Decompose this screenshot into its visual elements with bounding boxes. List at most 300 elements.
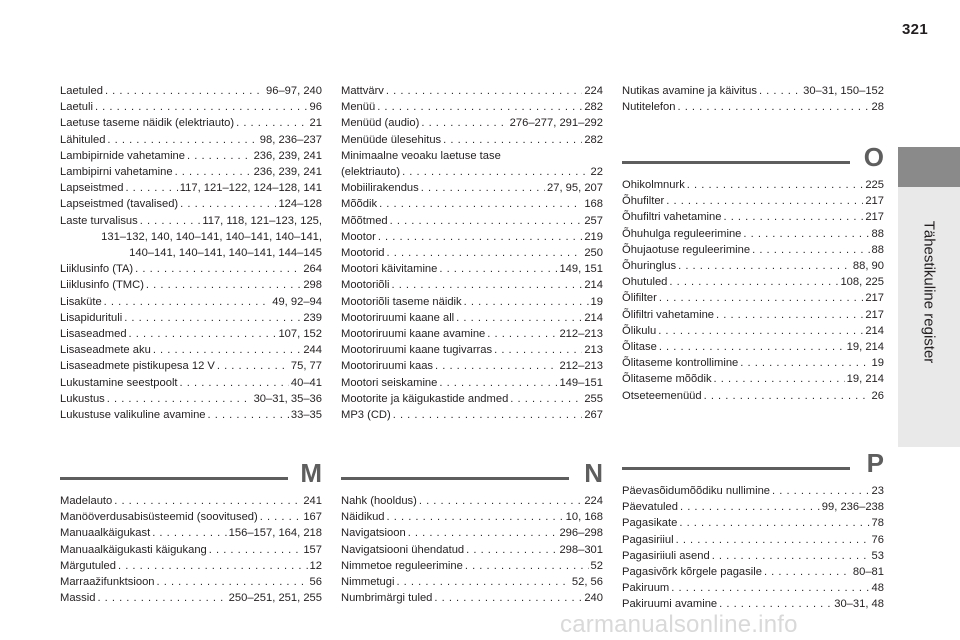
entry-pages: 167	[303, 511, 322, 524]
dot-leader	[386, 83, 582, 99]
dot-leader	[175, 164, 252, 180]
entry-term: Pagasiriiuli asend	[622, 549, 710, 562]
index-entry	[341, 83, 603, 99]
entry-pages: 19, 214	[846, 373, 884, 386]
index-entry	[60, 294, 322, 310]
entry-term: Õlifilter	[622, 292, 657, 305]
entry-pages: 28	[871, 101, 884, 114]
entry-pages: 212–213	[559, 360, 603, 373]
dot-leader	[487, 326, 557, 342]
entry-pages: 236, 239, 241	[253, 149, 322, 162]
dot-leader	[129, 326, 277, 342]
index-entry	[341, 196, 603, 212]
index-entry	[60, 493, 322, 509]
dot-leader	[135, 261, 301, 277]
dot-leader	[419, 493, 582, 509]
section-letter: N	[584, 458, 603, 488]
index-entry	[60, 326, 322, 342]
entry-term: Mootoriõli	[341, 279, 390, 292]
entry-term: Mootorid	[341, 247, 385, 260]
entry-term: Mootoriruumi kaane tugivarras	[341, 344, 493, 357]
dot-leader	[494, 342, 582, 358]
entry-term: Ohutuled	[622, 276, 668, 289]
dot-leader	[716, 307, 863, 323]
index-entry	[622, 242, 884, 258]
dot-leader	[464, 294, 589, 310]
entry-pages: 240	[584, 592, 603, 605]
index-entry	[60, 132, 322, 148]
dot-leader	[659, 339, 845, 355]
entry-term: Lisaseadmete pistikupesa 12 V	[60, 360, 215, 373]
entry-pages: 22	[590, 166, 603, 179]
letter-section-header	[622, 445, 884, 481]
entry-term: Menüüde ülesehitus	[341, 133, 442, 146]
entry-pages: 76	[871, 533, 884, 546]
entry-term: Näidikud	[341, 511, 385, 524]
index-entry	[60, 590, 322, 606]
index-entry	[341, 391, 603, 407]
entry-pages: 296–298	[559, 527, 603, 540]
entry-term: Õlikulu	[622, 324, 657, 337]
entry-pages: 282	[584, 101, 603, 114]
index-entry	[622, 274, 884, 290]
entry-term: Ohikolmnurk	[622, 179, 685, 191]
entry-term: Laetuli	[60, 101, 93, 114]
dot-leader	[678, 99, 870, 115]
entry-pages: 30–31, 48	[834, 598, 884, 611]
dot-leader	[378, 229, 583, 245]
dot-leader	[434, 590, 582, 606]
dot-leader	[714, 371, 845, 387]
dot-leader	[180, 196, 276, 212]
dot-leader	[125, 180, 177, 196]
dot-leader	[465, 558, 589, 574]
index-entry	[60, 148, 322, 164]
entry-pages: 40–41	[290, 376, 322, 389]
dot-leader	[772, 483, 870, 499]
entry-pages: 98, 236–237	[259, 133, 322, 146]
dot-leader	[435, 358, 557, 374]
entry-term: Mootoriruumi kaane all	[341, 311, 455, 324]
letter-section-header	[622, 139, 884, 175]
index-entry	[622, 483, 884, 499]
entry-pages: 78	[871, 517, 884, 530]
index-entry	[622, 258, 884, 274]
index-entry	[341, 261, 603, 277]
index-entry	[60, 558, 322, 574]
entry-pages: 12	[309, 559, 322, 572]
entry-pages: 52, 56	[571, 576, 603, 589]
entry-pages: 124–128	[278, 198, 322, 211]
index-entry	[60, 277, 322, 293]
entry-pages: 212–213	[559, 328, 603, 341]
index-entry	[341, 542, 603, 558]
dot-leader	[669, 274, 838, 290]
section-letter: M	[300, 458, 322, 488]
entry-term: Lukustamine seestpoolt	[60, 376, 178, 389]
entry-pages: 239	[303, 311, 322, 324]
entry-term: Õlitaseme kontrollimine	[622, 357, 739, 370]
index-entry-list	[341, 493, 603, 606]
entry-pages: 49, 92–94	[272, 295, 322, 308]
entry-term: Lambipirnide vahetamine	[60, 149, 186, 162]
index-entry	[341, 326, 603, 342]
index-entry	[622, 177, 884, 193]
entry-pages: 21	[309, 117, 322, 130]
entry-pages: 217	[865, 292, 884, 305]
entry-pages: 250–251, 251, 255	[228, 592, 322, 605]
dot-leader	[680, 499, 820, 515]
dot-leader	[146, 277, 301, 293]
index-entry	[622, 290, 884, 306]
index-entry	[341, 294, 603, 310]
index-entry-list	[622, 483, 884, 613]
entry-term: Õhufilter	[622, 195, 665, 208]
page-number: 321	[902, 21, 928, 38]
entry-term: Lukustus	[60, 392, 105, 405]
index-entry	[622, 371, 884, 387]
index-entry	[341, 574, 603, 590]
dot-leader	[95, 99, 308, 115]
entry-pages: 33–35	[290, 409, 322, 422]
dot-leader	[759, 83, 801, 99]
entry-term: Lambipirni vahetamine	[60, 166, 173, 179]
entry-pages: 107, 152	[278, 328, 322, 341]
entry-term: Mõõtmed	[341, 214, 388, 227]
entry-pages: 219	[584, 230, 603, 243]
entry-pages: 213	[584, 344, 603, 357]
index-entry	[60, 180, 322, 196]
entry-term: Mootori käivitamine	[341, 263, 438, 276]
index-entry	[60, 99, 322, 115]
index-entry-list	[341, 83, 603, 423]
entry-pages: 117, 121–122, 124–128, 141	[179, 182, 322, 195]
index-entry-list	[622, 83, 884, 115]
entry-pages: 225	[865, 179, 884, 191]
entry-pages: 217	[865, 195, 884, 208]
index-entry	[341, 164, 603, 180]
entry-pages: 30–31, 35–36	[253, 392, 322, 405]
entry-term: Lapseistmed	[60, 182, 124, 195]
index-entry	[60, 83, 322, 99]
entry-pages: 96	[309, 101, 322, 114]
dot-leader	[466, 542, 557, 558]
dot-leader	[658, 323, 863, 339]
entry-term: Nahk (hooldus)	[341, 495, 417, 507]
entry-term: Laetuse taseme näidik (elektriauto)	[60, 117, 235, 130]
entry-pages: 244	[303, 344, 322, 357]
dot-leader	[408, 525, 558, 541]
letter-section-header	[60, 455, 322, 491]
entry-pages: 149–151	[559, 376, 603, 389]
entry-pages: 75, 77	[290, 360, 322, 373]
dot-leader	[752, 242, 869, 258]
dot-leader	[118, 558, 308, 574]
entry-term: Õlifiltri vahetamine	[622, 308, 715, 321]
entry-pages: 257	[584, 214, 603, 227]
dot-leader	[153, 342, 302, 358]
entry-term: Manuaalkäigukasti käigukang	[60, 543, 207, 556]
dot-leader	[208, 407, 289, 423]
entry-term: Numbrimärgi tuled	[341, 592, 433, 605]
dot-leader	[387, 245, 583, 261]
dot-leader	[157, 574, 308, 590]
index-entry	[341, 132, 603, 148]
entry-pages: 236, 239, 241	[253, 166, 322, 179]
dot-leader	[217, 358, 289, 374]
index-entry-list	[60, 493, 322, 606]
dot-leader	[510, 391, 582, 407]
entry-term: Nutikas avamine ja käivitus	[622, 85, 757, 97]
entry-pages: 157	[303, 543, 322, 556]
entry-pages: 214	[584, 279, 603, 292]
entry-term: Pagasiriiul	[622, 533, 674, 546]
entry-pages: 27, 95, 207	[547, 182, 603, 195]
index-entry	[341, 509, 603, 525]
index-entry	[60, 391, 322, 407]
index-entry	[622, 226, 884, 242]
letter-section-header	[341, 455, 603, 491]
index-entry	[60, 213, 322, 229]
entry-pages: 19	[590, 295, 603, 308]
entry-pages: 56	[309, 576, 322, 589]
dot-leader	[704, 388, 870, 404]
dot-leader	[392, 277, 583, 293]
dot-leader	[456, 310, 582, 326]
dot-leader	[396, 574, 569, 590]
index-entry	[622, 83, 884, 99]
section-letter: P	[866, 448, 884, 478]
dot-leader	[379, 196, 582, 212]
dot-leader	[377, 99, 582, 115]
dot-leader	[387, 509, 564, 525]
index-entry-list	[60, 83, 322, 423]
entry-term: Lisaseadmete aku	[60, 344, 151, 357]
entry-pages: 250	[584, 247, 603, 260]
index-entry	[60, 509, 322, 525]
dot-leader	[678, 258, 851, 274]
entry-pages: 88, 90	[852, 260, 884, 273]
dot-leader	[260, 509, 302, 525]
entry-term: Menüüd (audio)	[341, 117, 420, 130]
entry-pages: 99, 236–238	[821, 501, 884, 514]
entry-term: Marraažifunktsioon	[60, 576, 155, 589]
entry-term: Mootoriruumi kaas	[341, 360, 434, 373]
entry-term: Pakiruum	[622, 582, 670, 595]
entry-pages: 241	[303, 495, 322, 507]
index-entry	[622, 209, 884, 225]
entry-pages: 217	[865, 211, 884, 224]
entry-pages-continued: 140–141, 140–141, 140–141, 144–145	[129, 247, 322, 260]
entry-term: Päevasõidumõõdiku nullimine	[622, 485, 771, 497]
entry-term: Nimmetoe reguleerimine	[341, 559, 463, 572]
index-entry	[60, 115, 322, 131]
entry-pages: 53	[871, 549, 884, 562]
index-entry	[341, 590, 603, 606]
index-entry	[341, 358, 603, 374]
dot-leader	[676, 532, 870, 548]
index-entry	[622, 532, 884, 548]
index-entry	[622, 323, 884, 339]
entry-term: Pakiruumi avamine	[622, 598, 718, 611]
index-entry	[60, 196, 322, 212]
dot-leader	[180, 375, 289, 391]
index-entry	[341, 407, 603, 423]
entry-term: Otseteemenüüd	[622, 389, 702, 402]
index-entry	[622, 388, 884, 404]
index-entry	[60, 342, 322, 358]
dot-leader	[104, 294, 271, 310]
section-rule	[341, 477, 569, 480]
entry-pages: 26	[871, 389, 884, 402]
entry-pages: 88	[871, 243, 884, 256]
entry-term: Navigatsiooni ühendatud	[341, 543, 465, 556]
index-entry	[341, 277, 603, 293]
entry-term: Lukustuse valikuline avamine	[60, 409, 206, 422]
entry-pages: 19, 214	[846, 341, 884, 354]
entry-term: Minimaalne veoaku laetuse tase	[341, 149, 501, 162]
entry-term: Lisaküte	[60, 295, 102, 308]
index-entry	[60, 574, 322, 590]
dot-leader	[443, 132, 582, 148]
entry-term: Mootor	[341, 230, 376, 243]
index-entry	[341, 493, 603, 509]
entry-pages: 255	[584, 392, 603, 405]
entry-term: Lapseistmed (tavalised)	[60, 198, 179, 211]
section-letter: O	[863, 142, 884, 172]
entry-pages: 30–31, 150–152	[803, 85, 884, 97]
index-entry	[60, 542, 322, 558]
entry-pages: 108, 225	[840, 276, 884, 289]
entry-term: Õlitase	[622, 341, 657, 354]
index-entry	[60, 310, 322, 326]
dot-leader	[105, 83, 264, 99]
entry-pages: 267	[584, 409, 603, 422]
dot-leader	[152, 525, 226, 541]
index-entry	[341, 229, 603, 245]
dot-leader	[393, 407, 583, 423]
dot-leader	[114, 493, 301, 509]
entry-pages: 52	[590, 559, 603, 572]
dot-leader	[764, 564, 851, 580]
entry-term: Mõõdik	[341, 198, 378, 211]
entry-pages: 298–301	[559, 543, 603, 556]
entry-pages: 168	[584, 198, 603, 211]
index-entry	[341, 375, 603, 391]
dot-leader	[439, 261, 557, 277]
index-entry	[622, 499, 884, 515]
entry-pages: 224	[584, 85, 603, 97]
entry-term: Mootoriruumi kaane avamine	[341, 328, 486, 341]
dot-leader	[421, 115, 507, 131]
dot-leader	[187, 148, 252, 164]
dot-leader	[687, 177, 864, 193]
entry-pages: 23	[871, 485, 884, 497]
index-entry	[60, 525, 322, 541]
index-entry	[622, 548, 884, 564]
entry-term: Lisapidurituli	[60, 311, 123, 324]
index-entry	[341, 245, 603, 261]
entry-pages: 214	[584, 311, 603, 324]
dot-leader	[209, 542, 302, 558]
entry-term: Mattvärv	[341, 85, 384, 97]
entry-pages: 48	[871, 582, 884, 595]
entry-term: Massid	[60, 592, 96, 605]
dot-leader	[439, 375, 557, 391]
entry-term: Manööverdusabisüsteemid (soovitused)	[60, 511, 258, 524]
index-entry	[341, 115, 603, 131]
entry-term: Märgutuled	[60, 559, 116, 572]
entry-term: Liiklusinfo (TA)	[60, 263, 134, 276]
entry-term: Õhuhulga reguleerimine	[622, 227, 742, 240]
index-entry	[341, 558, 603, 574]
index-entry	[622, 355, 884, 371]
index-entry	[341, 213, 603, 229]
entry-pages: 80–81	[852, 566, 884, 579]
entry-pages: 117, 118, 121–123, 125,	[202, 214, 322, 227]
dot-leader	[712, 548, 870, 564]
entry-term: Liiklusinfo (TMC)	[60, 279, 144, 292]
index-entry	[622, 580, 884, 596]
index-entry	[622, 515, 884, 531]
index-entry	[341, 525, 603, 541]
side-tab	[898, 147, 960, 447]
watermark: carmanualsonline.info	[560, 611, 798, 638]
entry-term: Nutitelefon	[622, 101, 676, 114]
entry-term: Madelauto	[60, 495, 113, 507]
entry-pages: 276–277, 291–292	[509, 117, 603, 130]
dot-leader	[679, 515, 869, 531]
entry-term: Pagasikate	[622, 517, 678, 530]
entry-pages: 214	[865, 324, 884, 337]
dot-leader	[97, 590, 226, 606]
dot-leader	[671, 580, 869, 596]
index-entry	[60, 164, 322, 180]
section-rule	[622, 161, 850, 164]
dot-leader	[107, 391, 252, 407]
dot-leader	[740, 355, 869, 371]
index-entry	[622, 307, 884, 323]
entry-term: Mootorite ja käigukastide andmed	[341, 392, 509, 405]
dot-leader	[659, 290, 864, 306]
entry-term: Mootori seiskamine	[341, 376, 438, 389]
dot-leader	[402, 164, 588, 180]
section-rule	[622, 467, 850, 470]
entry-term: Õhujaotuse reguleerimine	[622, 243, 751, 256]
dot-leader	[421, 180, 545, 196]
entry-pages: 217	[865, 308, 884, 321]
dot-leader	[140, 213, 201, 229]
entry-pages-continued: 131–132, 140, 140–141, 140–141, 140–141,	[101, 230, 322, 243]
entry-term: Nimmetugi	[341, 576, 395, 589]
index-entry	[622, 339, 884, 355]
side-tab-label: Tähestikuline register	[920, 220, 938, 364]
entry-term: Laetuled	[60, 85, 103, 97]
entry-term: Pagasivõrk kõrgele pagasile	[622, 566, 762, 579]
index-entry	[60, 261, 322, 277]
entry-term: Mobiilirakendus	[341, 182, 419, 195]
entry-term: Õlitaseme mõõdik	[622, 373, 712, 386]
index-entry	[60, 407, 322, 423]
index-entry	[60, 375, 322, 391]
index-entry	[622, 564, 884, 580]
entry-pages: 224	[584, 495, 603, 507]
entry-term: Lisaseadmed	[60, 328, 127, 341]
dot-leader	[390, 213, 583, 229]
entry-term: Manuaalkäigukast	[60, 527, 151, 540]
entry-pages: 19	[871, 357, 884, 370]
dot-leader	[236, 115, 307, 131]
